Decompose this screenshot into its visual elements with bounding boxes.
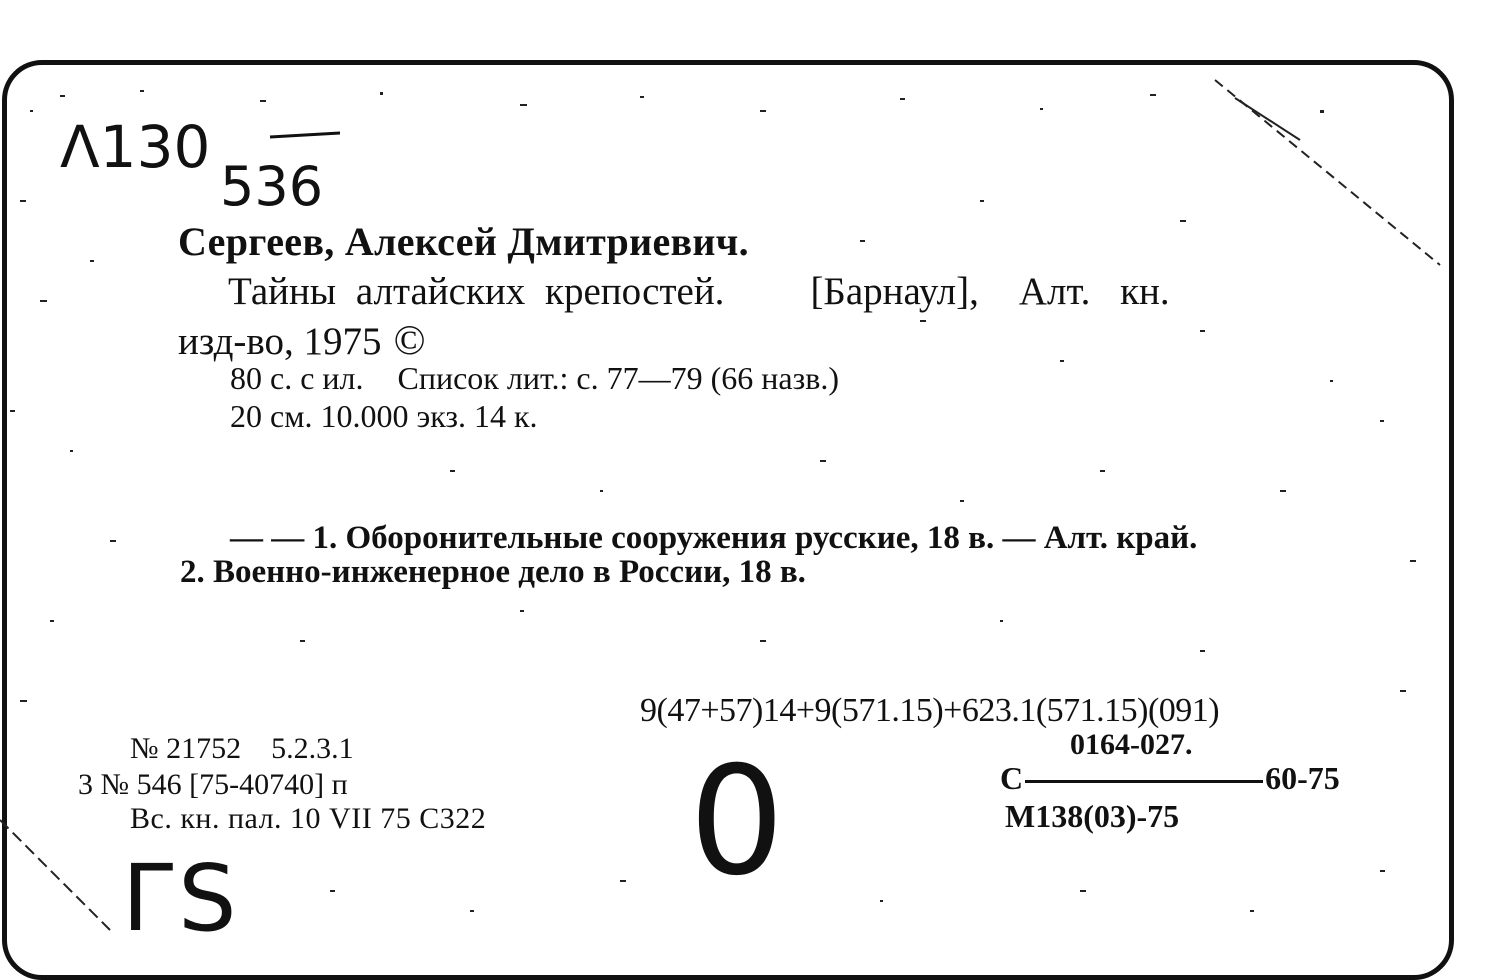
m-code: М138(03)-75 [1005, 798, 1180, 834]
copyright-symbol: © [393, 318, 426, 364]
c-code-rule [1025, 780, 1263, 783]
shelfmark-main: Λ130 [60, 113, 211, 181]
c-code-left: С [1000, 760, 1024, 796]
record-number: № 21752 [130, 732, 242, 765]
subject-heading-2: 2. Военно-инженерное дело в России, 18 в. [180, 554, 806, 590]
publication-place: [Барнаул], [810, 270, 979, 313]
handwritten-mark-text: ГS [122, 848, 237, 943]
physical-description [230, 362, 839, 394]
title-line [228, 272, 1170, 311]
shelfmark-sub: 536 [220, 155, 324, 215]
publisher: Алт. кн. [1018, 270, 1170, 313]
format-price: 20 см. 10.000 экз. 14 к. [230, 398, 538, 434]
record-number-line [130, 734, 354, 764]
classification-index: 9(47+57)14+9(571.15)+623.1(571.15)(091) [640, 692, 1220, 729]
c-code-line [1000, 762, 1340, 794]
subject-heading-1: — — 1. Оборонительные сооружения русские, 18 в. — Алт. край. [230, 520, 1198, 556]
page-count: 80 с. с ил. [230, 360, 364, 396]
order-line: 3 № 546 [75-40740] п [78, 768, 348, 801]
bibliography-note: Список лит.: с. 77—79 (66 назв.) [397, 360, 839, 396]
publisher-year: изд-во, 1975 [178, 320, 382, 363]
handwritten-zero-text: 0 [689, 755, 785, 890]
author-heading: Сергеев, Алексей Дмитриевич. [178, 219, 749, 264]
book-chamber-line: Вс. кн. пал. 10 VII 75 С322 [130, 802, 487, 835]
c-code-right: 60-75 [1265, 760, 1340, 796]
record-class: 5.2.3.1 [271, 732, 354, 765]
book-title: Тайны алтайских крепостей. [228, 270, 725, 313]
publisher-year-line [178, 320, 425, 362]
catalog-code: 0164-027. [1070, 728, 1193, 761]
